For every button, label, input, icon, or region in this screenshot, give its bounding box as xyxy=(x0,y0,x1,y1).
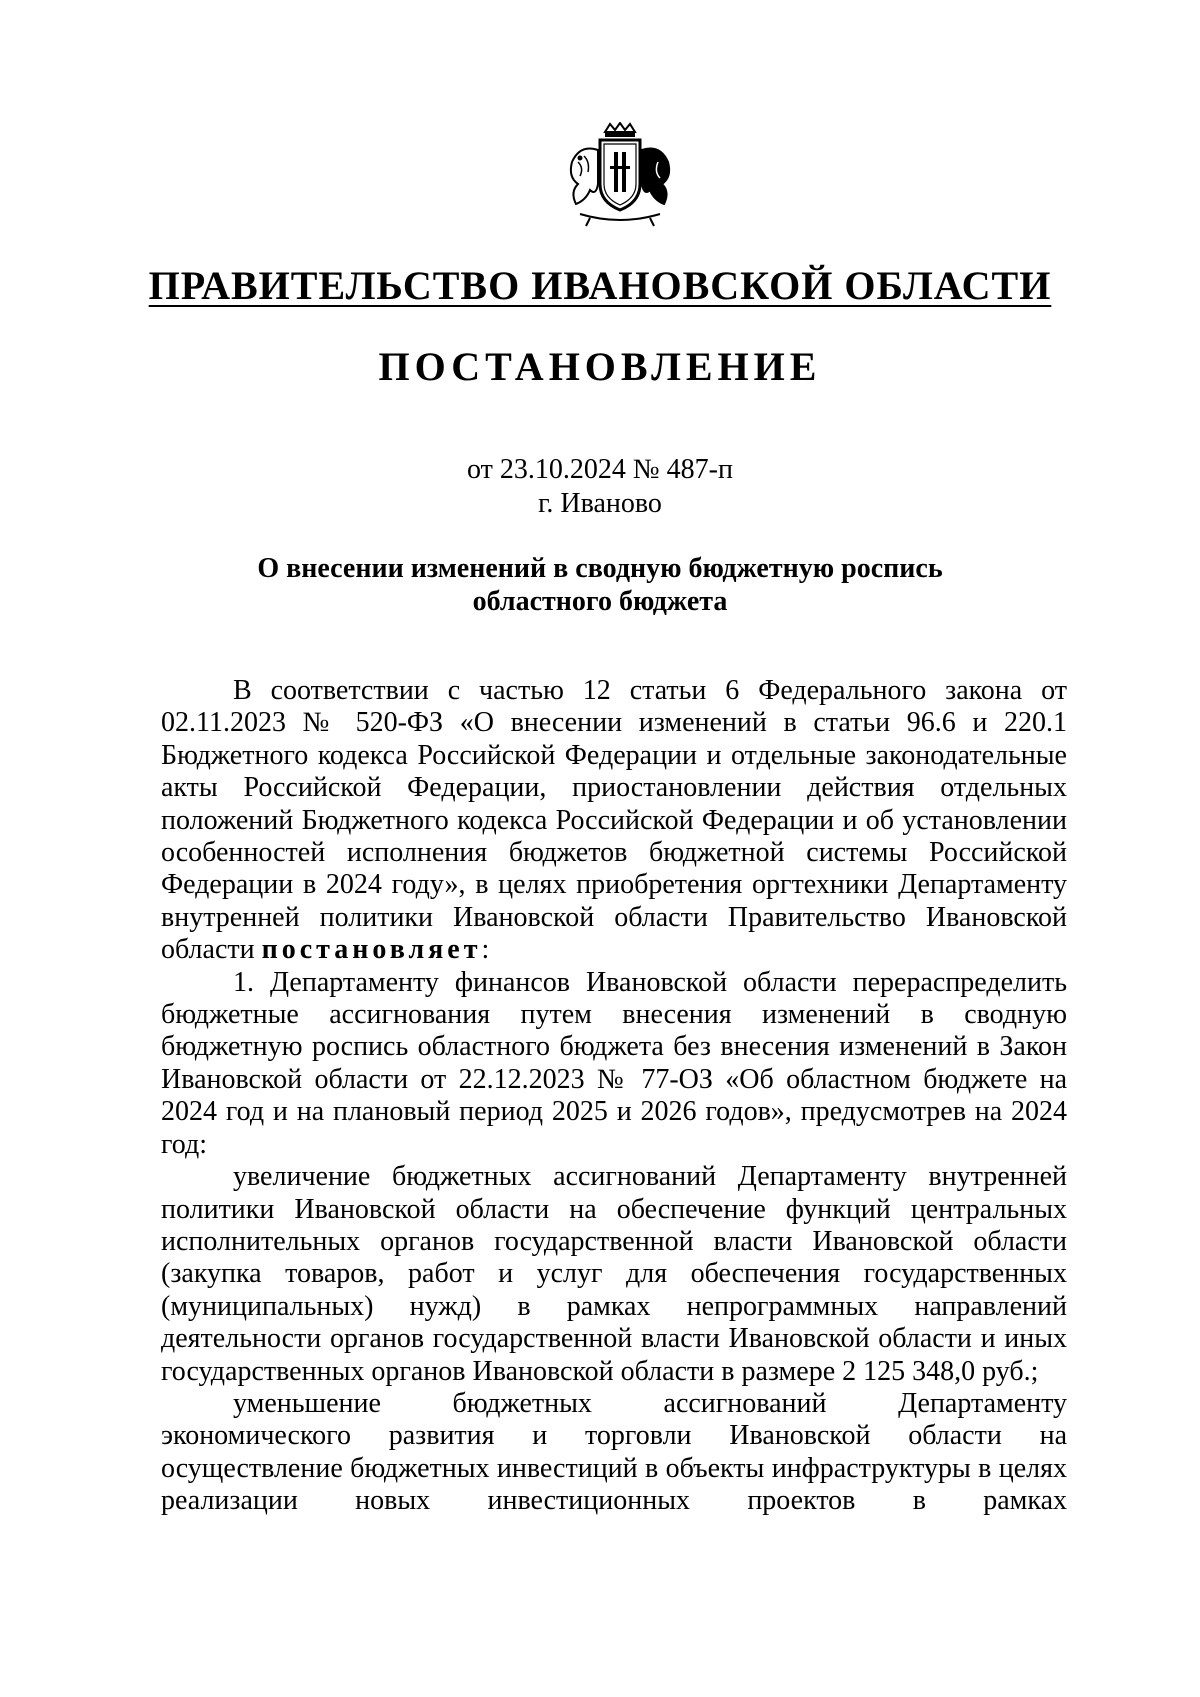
coat-of-arms-icon xyxy=(560,122,680,232)
decrease-paragraph: уменьшение бюджетных ассигнований Департаменту экономического развития и торговли Ивановской области на осуществление бюджетных инвестиций в объекты инфраструктуры в целях реализации новых инвестиционных проектов в рамках xyxy=(161,1387,1067,1517)
preamble-paragraph xyxy=(161,675,1067,967)
subject-line-2: областного бюджета xyxy=(472,586,728,617)
document-body xyxy=(161,675,1067,1518)
increase-paragraph: увеличение бюджетных ассигнований Департаменту внутренней политики Ивановской области на обеспечение функций центральных исполнительных органов государственной власти Ивановской области (закупка товаров, работ и услуг для обеспечения государственных (муниципальных) нужд) в рамках непрограммных направлений деятельности органов государственной власти Ивановской области и иных государственных органов Ивановской области в размере 2 125 348,0 руб.; xyxy=(161,1161,1067,1387)
document-meta xyxy=(0,453,1200,521)
government-name: ПРАВИТЕЛЬСТВО ИВАНОВСКОЙ ОБЛАСТИ xyxy=(148,263,1052,308)
resolves-word: постановляет xyxy=(261,934,482,966)
document-subject xyxy=(0,552,1200,618)
item-1-paragraph: 1. Департаменту финансов Ивановской области перераспределить бюджетные ассигнования путем внесения изменений в сводную бюджетную роспись областного бюджета без внесения изменений в Закон Ивановской области от 22.12.2023 № 77-ОЗ «Об областном бюджете на 2024 год и на плановый период 2025 и 2026 годов», предусмотрев на 2024 год: xyxy=(161,966,1067,1160)
document-city: г. Иваново xyxy=(538,488,662,519)
document-date-number: от 23.10.2024 № 487-п xyxy=(467,454,733,485)
document-type: ПОСТАНОВЛЕНИЕ xyxy=(378,344,822,389)
preamble-text: В соответствии с частью 12 статьи 6 Федерального закона от 02.11.2023 № 520-ФЗ «О внесении изменений в статьи 96.6 и 220.1 Бюджетного кодекса Российской Федерации и отдельные законодательные акты Российской Федерации, приостановлении действия отдельных положений Бюджетного кодекса Российской Федерации и об установлении особенностей исполнения бюджетов бюджетной системы Российской Федерации в 2024 году», в целях приобретения оргтехники Департаменту внутренней политики Ивановской области Правительство Ивановской области xyxy=(161,675,1067,966)
resolves-colon: : xyxy=(481,934,490,966)
subject-line-1: О внесении изменений в сводную бюджетную роспись xyxy=(257,553,943,584)
